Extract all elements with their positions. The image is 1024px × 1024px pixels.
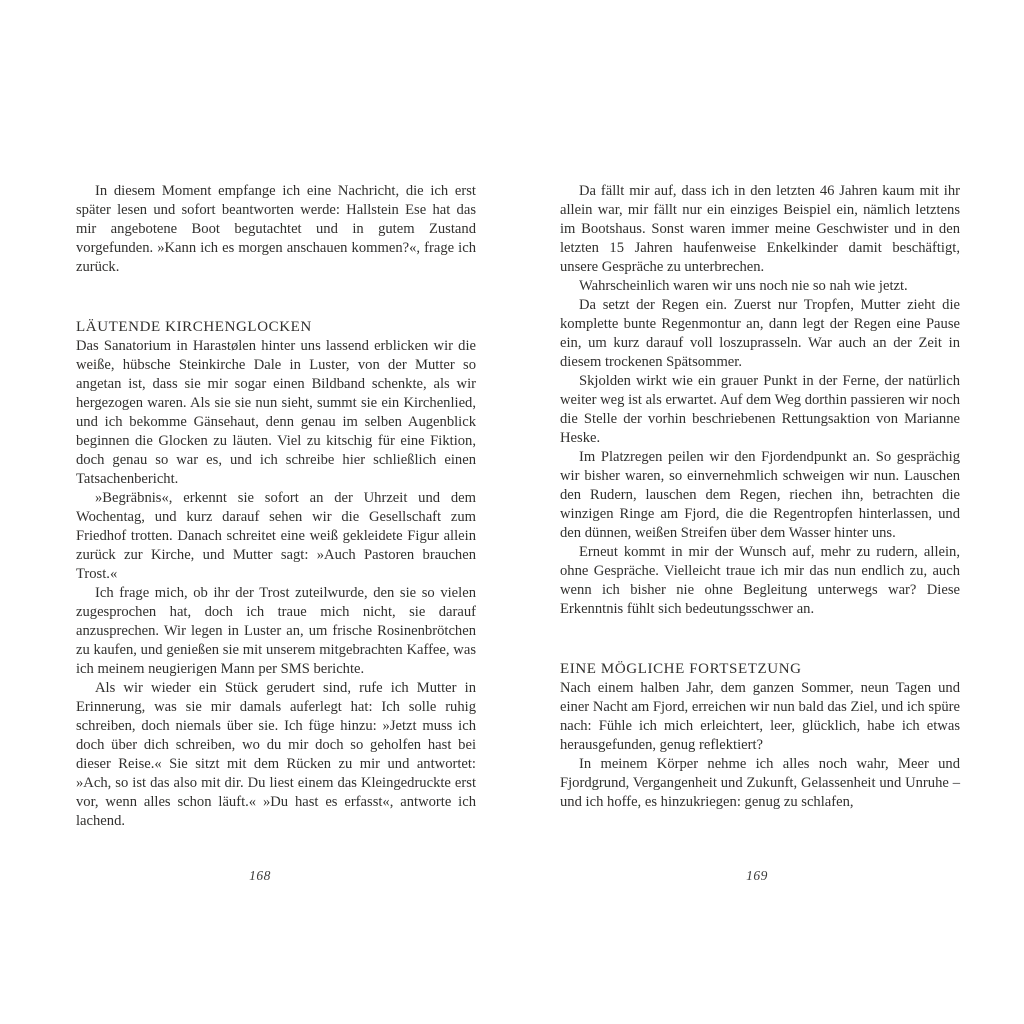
paragraph: Ich frage mich, ob ihr der Trost zuteilwurde, den sie so vielen zugesprochen hat, doch ich traue mich nicht, sie darauf anzusprechen. Wir legen in Luster an, um frische Rosinenbrötchen zu kaufen, und genießen sie mit unserem mitgebrachten Kaffee, was ich meinem neugierigen Mann per SMS berichte. bbox=[76, 585, 476, 677]
paragraph: Nach einem halben Jahr, dem ganzen Sommer, neun Tagen und einer Nacht am Fjord, erreichen wir nun bald das Ziel, und ich spüre nach: Fühle ich mich erleichtert, leer, glücklich, habe ich etwas herausgefunden, genug reflektiert? bbox=[560, 680, 960, 753]
paragraph: Im Platzregen peilen wir den Fjordendpunkt an. So gesprächig wir bisher waren, so einvernehmlich schweigen wir nun. Lauschen den Rudern, lauschen dem Regen, riechen ihn, betrachten die winzigen Ringe am Fjord, die die Regentropfen hinterlassen, und den dünnen, weißen Streifen über dem Wasser hinter uns. bbox=[560, 449, 960, 541]
paragraph: Das Sanatorium in Harastølen hinter uns lassend erblicken wir die weiße, hübsche Steinkirche Dale in Luster, von der Mutter so angetan ist, dass sie mir sogar einen Bildband schenkte, als wir hergezogen waren. Als sie sie nun sieht, summt sie ein Kirchenlied, und ich bekomme Gänsehaut, denn genau im selben Augenblick beginnen die Glocken zu läuten. Viel zu kitschig für eine Fiktion, doch genau so war es, und ich schreibe hier schließlich einen Tatsachenbericht. bbox=[76, 338, 476, 487]
text-column-left bbox=[76, 182, 476, 831]
page-number-left: 168 bbox=[249, 868, 271, 883]
paragraph: Erneut kommt in mir der Wunsch auf, mehr zu rudern, allein, ohne Gespräche. Vielleicht traue ich mir das nun endlich zu, auch wenn ich bisher nie ohne Begleitung unterwegs war? Diese Erkenntnis fühlt sich bedeutungsschwer an. bbox=[560, 544, 960, 617]
paragraph: Als wir wieder ein Stück gerudert sind, rufe ich Mutter in Erinnerung, was sie mir damals auferlegt hat: Ich solle ruhig schreiben, doch niemals über sie. Ich füge hinzu: »Jetzt muss ich doch über dich schreiben, wo du mir doch so geholfen hast bei dieser Reise.« Sie sitzt mit dem Rücken zu mir und antwortet: »Ach, so ist das also mit dir. Du liest einem das Kleingedruckte erst vor, wenn alles schon läuft.« »Du hast es erfasst«, antworte ich lachend. bbox=[76, 680, 476, 829]
section-heading-eine-mogliche-fortsetzung: EINE MÖGLICHE FORTSETZUNG bbox=[560, 661, 802, 677]
paragraph: »Begräbnis«, erkennt sie sofort an der Uhrzeit und dem Wochentag, und kurz darauf sehen wir die Gesellschaft zum Friedhof trotten. Danach schreitet eine weiß gekleidete Figur allein zurück zur Kirche, und Mutter sagt: »Auch Pastoren brauchen Trost.« bbox=[76, 490, 476, 582]
paragraph: Da setzt der Regen ein. Zuerst nur Tropfen, Mutter zieht die komplette bunte Regenmontur an, dann legt der Regen eine Pause ein, um kurz darauf voll loszuprasseln. War auch an der Zeit in diesem trockenen Spätsommer. bbox=[560, 297, 960, 370]
text-column-right bbox=[560, 182, 960, 812]
paragraph: Wahrscheinlich waren wir uns noch nie so nah wie jetzt. bbox=[579, 278, 908, 294]
paragraph: Skjolden wirkt wie ein grauer Punkt in der Ferne, der natürlich weiter weg ist als erwartet. Auf dem Weg dorthin passieren wir noch die Stelle der vorhin beschriebenen Rettungsaktion von Marianne Heske. bbox=[560, 373, 960, 446]
paragraph-intro: In diesem Moment empfange ich eine Nachricht, die ich erst später lesen und sofort beantworten werde: Hallstein Ese hat das mir angebotene Boot begutachtet und in gutem Zustand vorgefunden. »Kann ich es morgen anschauen kommen?«, frage ich zurück. bbox=[76, 183, 476, 275]
section-heading-lautende-kirchenglocken: LÄUTENDE KIRCHENGLOCKEN bbox=[76, 319, 312, 335]
paragraph: Da fällt mir auf, dass ich in den letzten 46 Jahren kaum mit ihr allein war, mir fällt nur ein einziges Beispiel ein, nämlich letztens im Bootshaus. Sonst waren immer meine Geschwister und in den letzten 15 Jahren haufenweise Enkelkinder damit beschäftigt, unsere Gespräche zu unterbrechen. bbox=[560, 183, 960, 275]
page-number-right: 169 bbox=[746, 868, 768, 883]
paragraph: In meinem Körper nehme ich alles noch wahr, Meer und Fjordgrund, Vergangenheit und Zukunft, Gelassenheit und Unruhe – und ich hoffe, es hinzukriegen: genug zu schlafen, bbox=[560, 756, 960, 810]
